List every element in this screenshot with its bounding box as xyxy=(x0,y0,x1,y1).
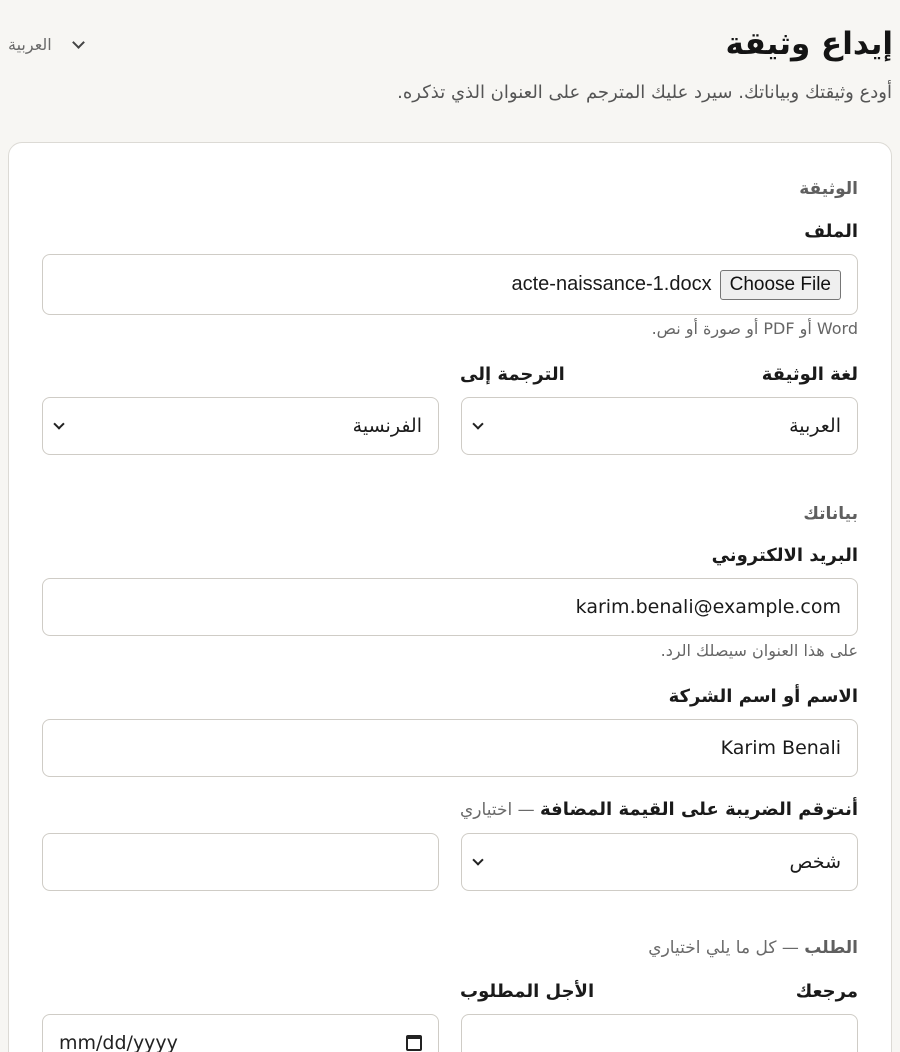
vat-label-text: رقم الضريبة على القيمة المضافة xyxy=(540,799,835,820)
source-language-value: العربية xyxy=(789,415,841,437)
language-selector[interactable] xyxy=(8,28,83,60)
page-subtitle: أودع وثيقتك وبياناتك. سيرد عليك المترجم على العنوان الذي تذكره. xyxy=(397,82,892,103)
email-field[interactable] xyxy=(42,578,858,636)
page-title: إيداع وثيقة xyxy=(725,26,893,62)
vat-optional-tag: — اختياري xyxy=(460,800,540,820)
file-name: acte-naissance-1.docx xyxy=(511,273,712,295)
email-value: karim.benali@example.com xyxy=(575,596,841,618)
email-label: البريد الالكتروني xyxy=(711,545,858,566)
reference-label: مرجعك xyxy=(795,981,858,1002)
file-label: الملف xyxy=(804,221,858,242)
name-value: Karim Benali xyxy=(720,737,841,759)
email-hint: على هذا العنوان سيصلك الرد. xyxy=(660,641,858,660)
deadline-date-field[interactable] xyxy=(42,1014,439,1052)
calendar-icon[interactable] xyxy=(406,1035,422,1051)
you-are-value: شخص xyxy=(789,851,841,873)
section-title-document: الوثيقة xyxy=(799,179,858,199)
target-language-select[interactable] xyxy=(42,397,439,455)
section-title-request xyxy=(648,938,858,958)
section-title-request-text: الطلب xyxy=(804,938,858,958)
vat-field[interactable] xyxy=(42,833,439,891)
deadline-placeholder: mm/dd/yyyy xyxy=(59,1032,178,1052)
name-field[interactable] xyxy=(42,719,858,777)
page-header xyxy=(8,22,893,66)
choose-file-button[interactable]: Choose File xyxy=(720,270,841,300)
you-are-select[interactable] xyxy=(461,833,858,891)
source-language-label: لغة الوثيقة xyxy=(761,364,858,385)
file-input[interactable] xyxy=(42,254,858,315)
language-selector-label: العربية xyxy=(8,34,52,54)
chevron-down-icon xyxy=(72,36,85,49)
vat-label xyxy=(460,799,834,820)
target-language-label: الترجمة إلى xyxy=(460,364,565,385)
form-card xyxy=(8,142,892,1052)
section-title-data: بياناتك xyxy=(803,504,858,524)
you-are-label: أنت xyxy=(826,799,858,820)
file-hint: Word أو PDF أو صورة أو نص. xyxy=(651,319,858,338)
source-language-select[interactable] xyxy=(461,397,858,455)
request-optional-tag: — كل ما يلي اختياري xyxy=(648,938,805,958)
name-label: الاسم أو اسم الشركة xyxy=(668,686,858,707)
deadline-label: الأجل المطلوب xyxy=(460,981,595,1002)
reference-field[interactable] xyxy=(461,1014,858,1052)
target-language-value: الفرنسية xyxy=(352,415,422,437)
